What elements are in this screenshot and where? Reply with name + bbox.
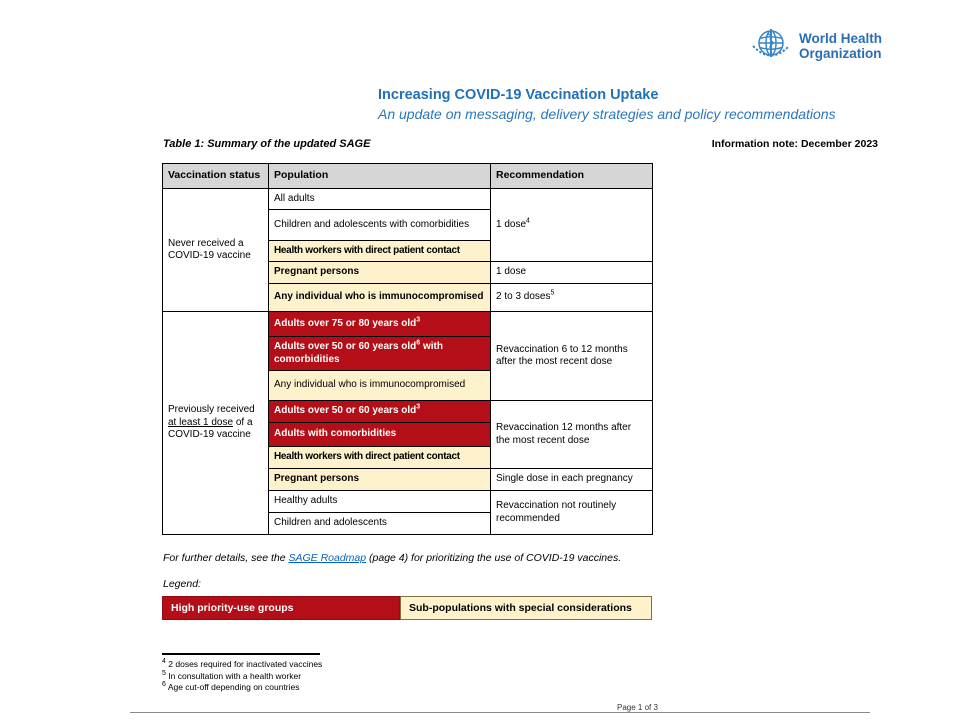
pop-text: Adults over 50 or 60 years old <box>274 341 417 352</box>
bottom-rule <box>130 712 870 713</box>
pop-healthy-adults: Healthy adults <box>269 491 491 513</box>
legend-sub-populations: Sub-populations with special considerations <box>400 596 652 620</box>
footnote-marker-4: 4 <box>162 658 166 666</box>
who-logo-text <box>799 31 882 61</box>
sage-recommendations-table <box>162 163 653 535</box>
pop-adults-50-60-comorbidities <box>269 337 491 371</box>
footnote-marker-3: 3 <box>416 316 421 324</box>
footnotes <box>162 659 322 694</box>
rec-one-dose: 1 dose <box>491 262 653 284</box>
who-logo-line2: Organization <box>799 46 882 61</box>
pop-pregnant-persons: Pregnant persons <box>269 262 491 284</box>
footnote-text: In consultation with a health worker <box>168 670 302 681</box>
pop-pregnant-persons: Pregnant persons <box>269 469 491 491</box>
col-header-population: Population <box>269 164 491 189</box>
rec-two-three-doses <box>491 284 653 312</box>
footnote-5 <box>162 671 322 683</box>
rec-single-pregnancy: Single dose in each pregnancy <box>491 469 653 491</box>
footnote-marker-6: 6 <box>162 681 166 689</box>
pop-immunocompromised: Any individual who is immunocompromised <box>269 371 491 401</box>
pop-children-adolescents: Children and adolescents <box>269 513 491 535</box>
pop-text: with comorbidities <box>274 341 443 365</box>
pop-health-workers: Health workers with direct patient contact <box>269 447 491 469</box>
page-subtitle: An update on messaging, delivery strategies and policy recommendations <box>378 106 836 122</box>
page-title: Increasing COVID-19 Vaccination Uptake <box>378 87 659 103</box>
pop-all-adults: All adults <box>269 189 491 210</box>
pop-immunocompromised: Any individual who is immunocompromised <box>269 284 491 312</box>
footnote-marker-4: 4 <box>526 217 530 225</box>
footnote-text: Age cut-off depending on countries <box>167 682 300 692</box>
footnote-marker-5: 5 <box>162 669 166 677</box>
note-text: For further details, see the <box>163 552 289 564</box>
table-row <box>163 312 653 337</box>
footnote-4 <box>162 659 322 671</box>
pop-adults-75-80 <box>269 312 491 337</box>
legend-label: Legend: <box>163 578 201 590</box>
pop-adults-50-60 <box>269 401 491 423</box>
info-note: Information note: December 2023 <box>711 138 878 150</box>
rec-revac-6-12: Revaccination 6 to 12 months after the most recent dose <box>491 312 653 401</box>
footnote-marker-3: 3 <box>416 403 421 411</box>
footnote-6 <box>162 682 322 694</box>
col-header-vaccination-status: Vaccination status <box>163 164 269 189</box>
pop-text: Adults over 75 or 80 years old <box>274 317 417 329</box>
who-emblem-icon <box>750 25 792 67</box>
further-details-note <box>163 552 621 564</box>
table-caption: Table 1: Summary of the updated SAGE <box>163 138 371 150</box>
footnote-marker-6: 6 <box>416 339 421 347</box>
status-text: Previously received <box>168 404 255 416</box>
pop-text: Adults over 50 or 60 years old <box>274 405 417 417</box>
rec-text: 2 to 3 doses <box>496 291 551 303</box>
who-logo <box>750 25 882 67</box>
legend <box>162 596 652 620</box>
footnote-text: 2 doses required for inactivated vaccines <box>168 659 323 669</box>
table-header-row <box>163 164 653 189</box>
page-number: Page 1 of 3 <box>617 703 658 712</box>
status-never-received: Never received a COVID-19 vaccine <box>163 189 269 312</box>
status-text: of a COVID-19 vaccine <box>168 416 253 441</box>
pop-children-comorbidities: Children and adolescents with comorbidities <box>269 210 491 241</box>
pop-health-workers: Health workers with direct patient contact <box>269 241 491 262</box>
rec-text: 1 dose <box>496 218 527 230</box>
status-previously-received <box>163 312 269 535</box>
rec-one-dose-sup <box>491 189 653 262</box>
status-text-underlined: at least 1 dose <box>168 416 234 428</box>
pop-adults-comorbidities: Adults with comorbidities <box>269 423 491 447</box>
rec-revac-12: Revaccination 12 months after the most recent dose <box>491 401 653 469</box>
rec-not-routine: Revaccination not routinely recommended <box>491 491 653 535</box>
footnote-separator <box>162 653 320 655</box>
sage-roadmap-link[interactable]: SAGE Roadmap <box>288 552 367 564</box>
who-logo-line1: World Health <box>799 30 883 46</box>
table-row <box>163 189 653 210</box>
legend-high-priority: High priority-use groups <box>162 596 400 620</box>
footnote-marker-5: 5 <box>550 289 555 297</box>
note-text: (page 4) for prioritizing the use of COVID-19 vaccines. <box>366 552 622 564</box>
col-header-recommendation: Recommendation <box>491 164 653 189</box>
